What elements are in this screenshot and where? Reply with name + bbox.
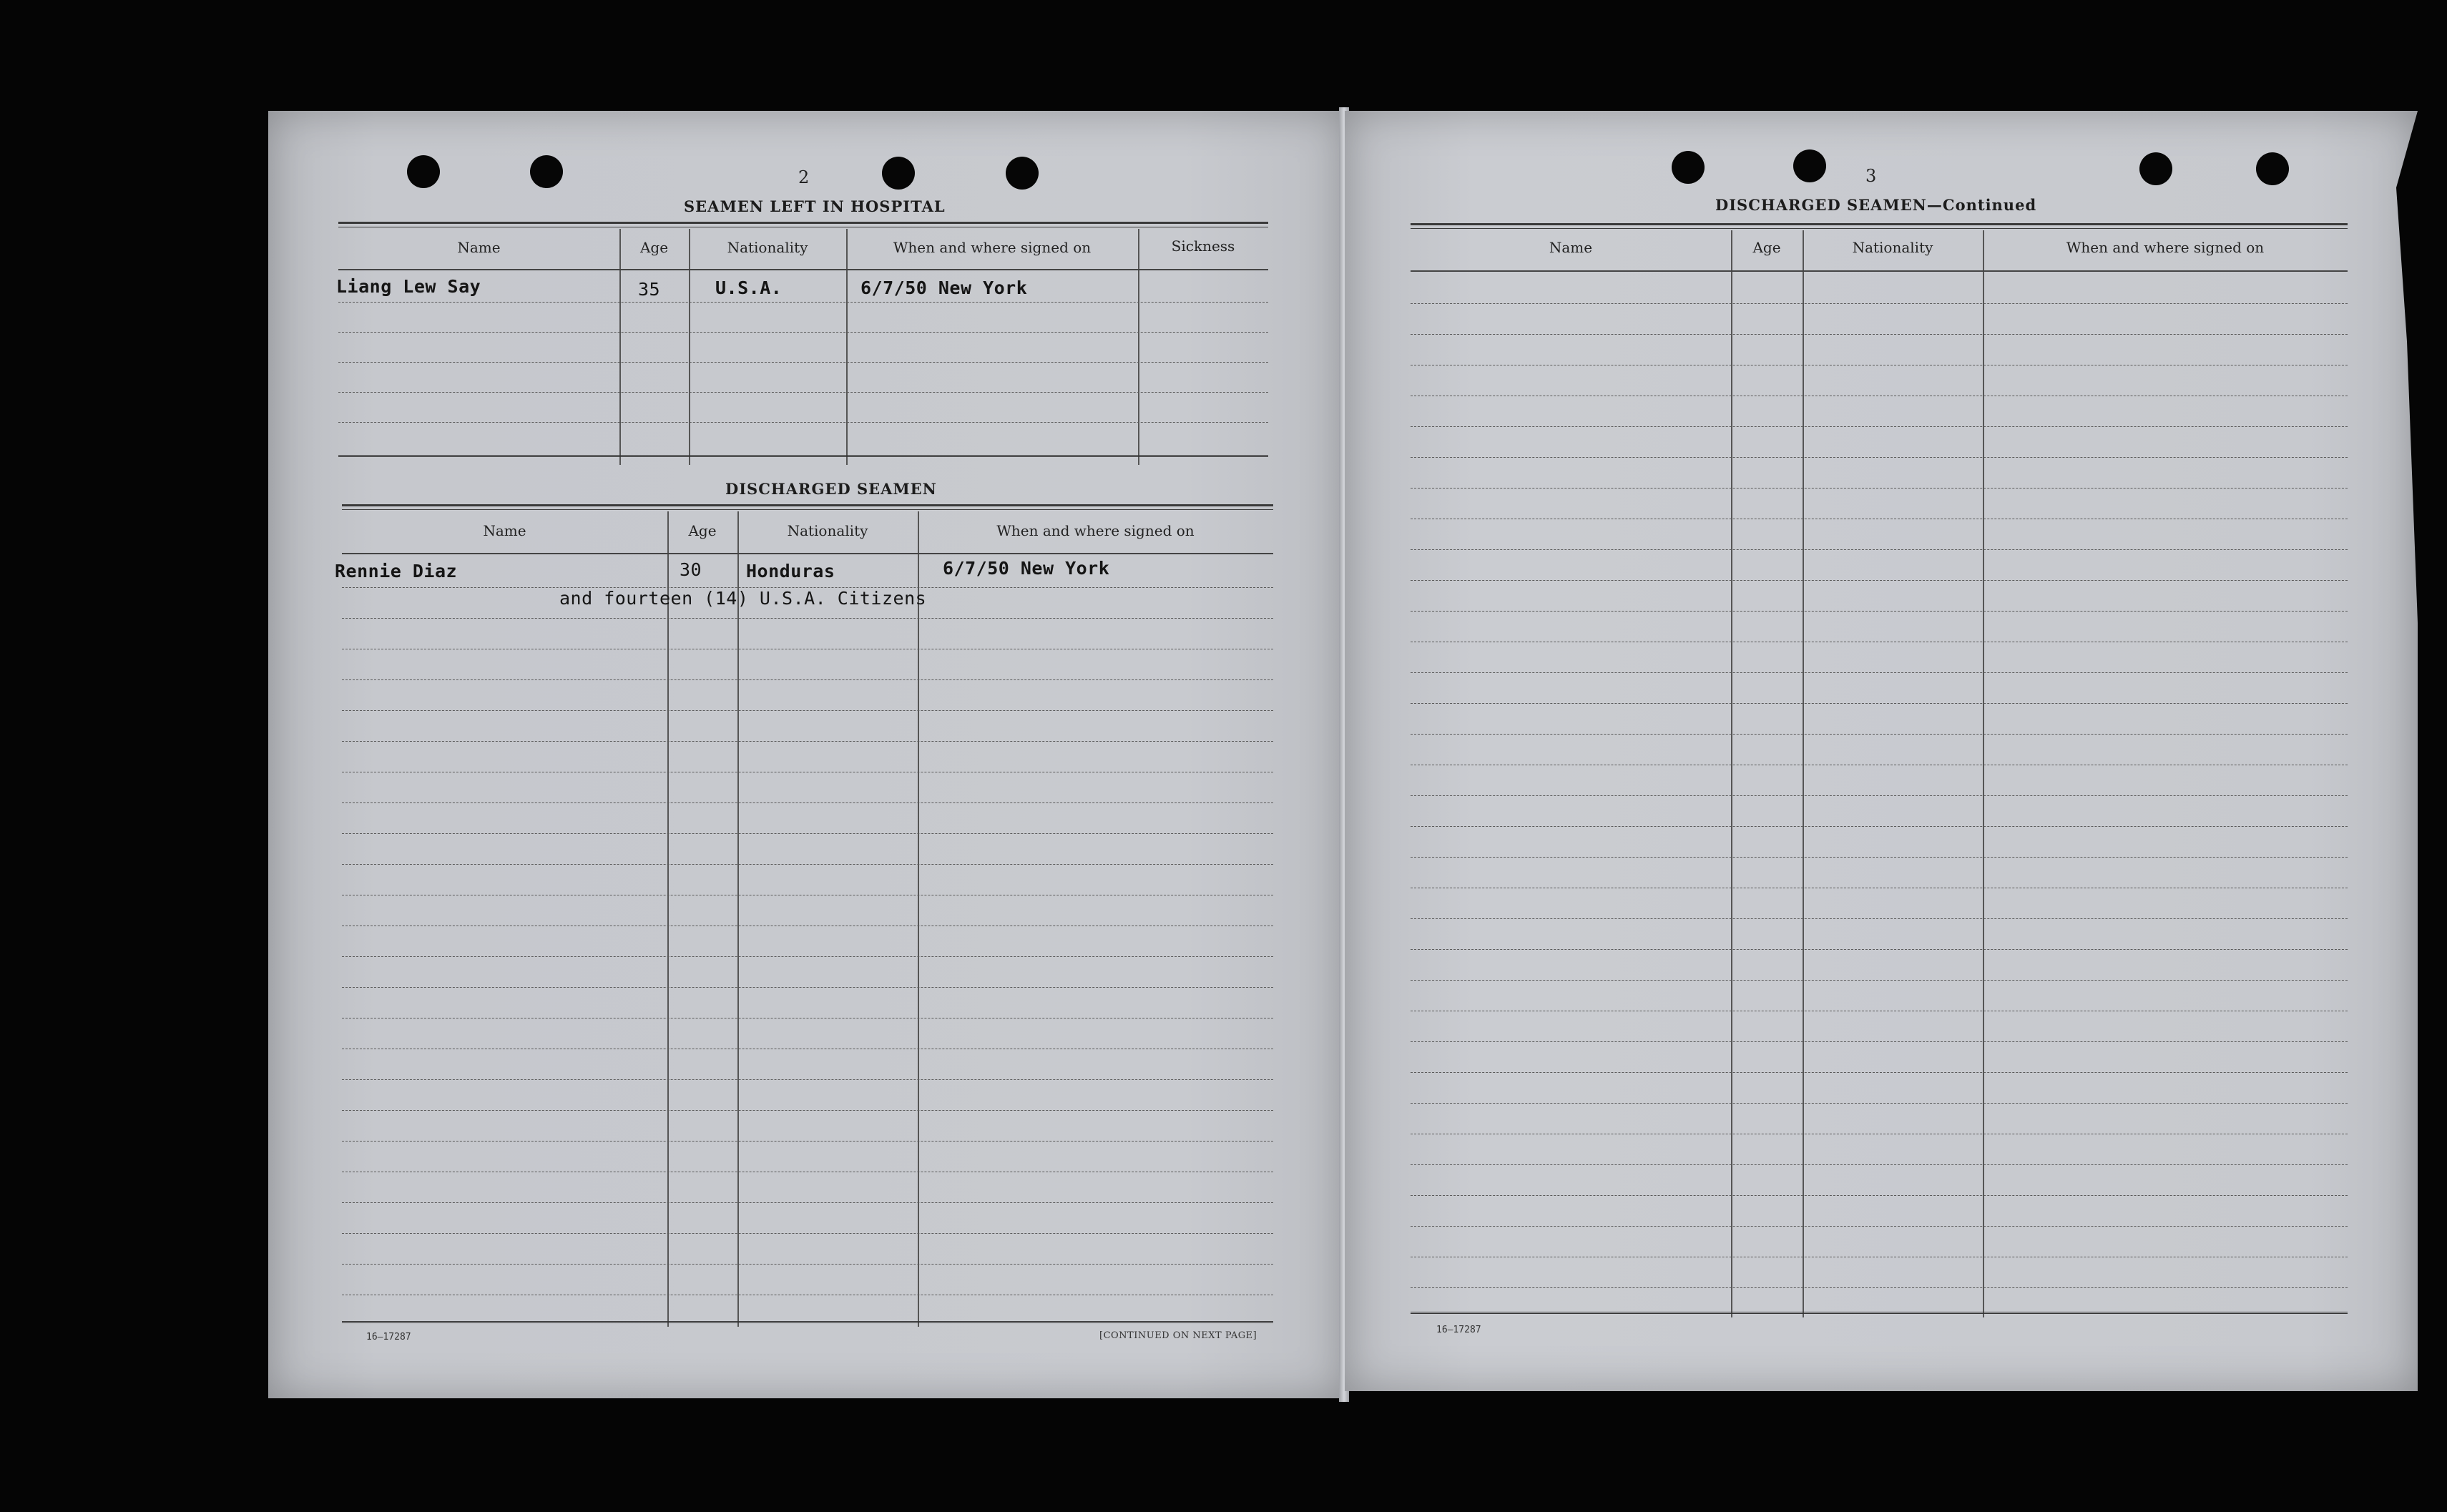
column-header-age: Age bbox=[688, 522, 717, 539]
ruled-line bbox=[1411, 1072, 2348, 1073]
ruled-line bbox=[1411, 734, 2348, 735]
discharged-row-signed-on: 6/7/50 New York bbox=[943, 558, 1110, 579]
ruled-line bbox=[1411, 426, 2348, 427]
ruled-line bbox=[1411, 918, 2348, 919]
ruled-line bbox=[1411, 580, 2348, 581]
discharged-table bbox=[342, 504, 1273, 1327]
ruled-line bbox=[1411, 1041, 2348, 1042]
ruled-line bbox=[342, 956, 1273, 957]
ruled-line bbox=[1411, 1195, 2348, 1196]
ruled-line bbox=[342, 679, 1273, 680]
hospital-row-signed-on: 6/7/50 New York bbox=[860, 278, 1028, 298]
column-header-nationality: Nationality bbox=[1852, 239, 1933, 256]
ruled-line bbox=[342, 1264, 1273, 1265]
punch-hole bbox=[1672, 151, 1705, 184]
hospital-section-title: SEAMEN LEFT IN HOSPITAL bbox=[684, 197, 946, 215]
form-code: 16—17287 bbox=[366, 1332, 411, 1342]
column-header-age: Age bbox=[639, 239, 669, 256]
discharged-continued-table bbox=[1411, 223, 2348, 1317]
ruled-line bbox=[342, 833, 1273, 834]
ruled-line bbox=[342, 1141, 1273, 1142]
column-header-signed-on: When and where signed on bbox=[996, 522, 1195, 539]
ruled-line bbox=[342, 1110, 1273, 1111]
column-header-nationality: Nationality bbox=[727, 239, 808, 256]
ruled-line bbox=[1411, 795, 2348, 796]
punch-hole bbox=[1793, 149, 1826, 182]
column-header-name: Name bbox=[457, 239, 501, 256]
discharged-note: and fourteen (14) U.S.A. Citizens bbox=[559, 588, 927, 609]
discharged-row-name: Rennie Diaz bbox=[335, 561, 458, 581]
column-header-signed-on: When and where signed on bbox=[2066, 239, 2265, 256]
column-header-sickness: Sickness bbox=[1171, 237, 1235, 255]
page-number: 2 bbox=[798, 167, 810, 187]
ruled-line bbox=[1411, 1287, 2348, 1288]
punch-hole bbox=[1006, 157, 1039, 190]
hospital-row-age: 35 bbox=[638, 279, 661, 300]
ruled-line bbox=[342, 1079, 1273, 1080]
ruled-line bbox=[1411, 857, 2348, 858]
ruled-line bbox=[1411, 488, 2348, 489]
discharged-row-nationality: Honduras bbox=[746, 561, 835, 581]
ruled-line bbox=[342, 710, 1273, 711]
punch-hole bbox=[2256, 152, 2289, 185]
column-header-name: Name bbox=[1549, 239, 1593, 256]
ruled-line bbox=[342, 802, 1273, 803]
ruled-line bbox=[342, 618, 1273, 619]
ruled-line bbox=[342, 1202, 1273, 1203]
punch-hole bbox=[2139, 152, 2172, 185]
ruled-line bbox=[1411, 549, 2348, 550]
ruled-line bbox=[1411, 334, 2348, 335]
ruled-line bbox=[1411, 980, 2348, 981]
ruled-line bbox=[1411, 457, 2348, 458]
column-header-signed-on: When and where signed on bbox=[893, 239, 1092, 256]
ruled-line bbox=[342, 741, 1273, 742]
ruled-line bbox=[1411, 1103, 2348, 1104]
punch-hole bbox=[530, 155, 563, 188]
form-code: 16—17287 bbox=[1436, 1325, 1481, 1335]
ruled-line bbox=[1411, 949, 2348, 950]
ruled-line bbox=[342, 864, 1273, 865]
ruled-line bbox=[342, 1233, 1273, 1234]
page-number: 3 bbox=[1865, 166, 1877, 186]
column-header-nationality: Nationality bbox=[787, 522, 868, 539]
ruled-line bbox=[1411, 703, 2348, 704]
ruled-line bbox=[1411, 611, 2348, 612]
ruled-line bbox=[1411, 303, 2348, 304]
discharged-section-title: DISCHARGED SEAMEN bbox=[725, 480, 937, 498]
ruled-line bbox=[1411, 1164, 2348, 1165]
ruled-line bbox=[1411, 826, 2348, 827]
ruled-line bbox=[1411, 672, 2348, 673]
punch-hole bbox=[407, 155, 440, 188]
continued-note: [CONTINUED ON NEXT PAGE] bbox=[1099, 1330, 1257, 1341]
ruled-line bbox=[1411, 1226, 2348, 1227]
ruled-line bbox=[342, 987, 1273, 988]
column-header-age: Age bbox=[1752, 239, 1781, 256]
hospital-row-nationality: U.S.A. bbox=[715, 278, 783, 298]
punch-hole bbox=[882, 157, 915, 190]
discharged-row-age: 30 bbox=[680, 559, 702, 580]
column-header-name: Name bbox=[483, 522, 526, 539]
discharged-continued-title: DISCHARGED SEAMEN—Continued bbox=[1715, 196, 2037, 214]
hospital-table bbox=[338, 222, 1268, 462]
hospital-row-name: Liang Lew Say bbox=[336, 276, 481, 297]
